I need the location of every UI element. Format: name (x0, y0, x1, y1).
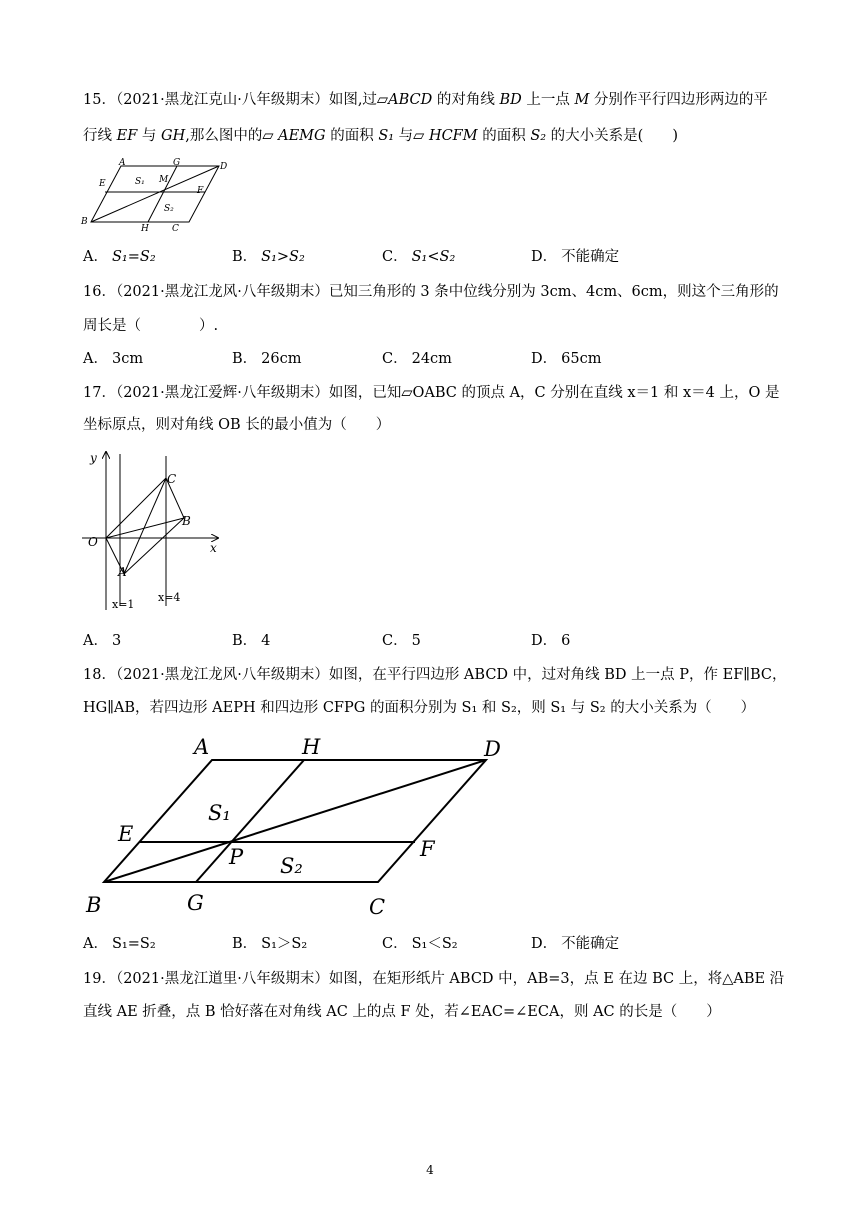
q17-option-d[interactable] (531, 631, 570, 651)
q17-label-x: x (210, 541, 217, 555)
q18-label-s1: S₁ (208, 801, 231, 825)
q15-text: 分别作平行四边形两边的平 (593, 92, 768, 108)
option-text: S₁<S₂ (411, 249, 456, 265)
q18-option-d[interactable] (531, 934, 619, 954)
q17-option-c[interactable] (382, 631, 421, 651)
q15-text: S₂ (530, 128, 547, 144)
q17-label-a: A (118, 565, 127, 579)
q17-label-x-eq-1: x=1 (112, 598, 135, 611)
q15-label-h: H (141, 224, 149, 232)
option-text: 不能确定 (561, 249, 620, 265)
q15-option-b[interactable] (232, 247, 305, 267)
q18-stem-line2: HG∥AB，若四边形 AEPH 和四边形 CFPG 的面积分别为 S₁ 和 S₂，则 S₁ 与 S₂ 的大小关系为（ ） (83, 700, 756, 716)
q18-label-s2: S₂ (280, 854, 303, 878)
option-label: A． (83, 936, 108, 952)
q18-label-d: D (484, 737, 501, 761)
q15-text: 上一点 (526, 92, 570, 108)
q15-text: M (574, 92, 590, 108)
q15-text: S₁ (378, 128, 395, 144)
q15-label-m: M (159, 175, 169, 185)
option-label: D． (531, 936, 558, 952)
q15-option-c[interactable] (382, 247, 455, 267)
q15-label-c: C (172, 224, 179, 232)
q15-label-s1: S₁ (135, 177, 145, 187)
q17-label-o: O (88, 535, 98, 549)
option-label: A． (83, 351, 108, 367)
q19-stem-line1: 19．（2021·黑龙江道里·八年级期末）如图，在矩形纸片 ABCD 中，AB=3，点 E 在边 BC 上，将△ABE 沿 (83, 971, 785, 987)
option-text: 不能确定 (561, 936, 620, 952)
q15-text: 15．（2021·黑龙江克山·八年级期末）如图,过▱ (83, 92, 389, 108)
option-label: A． (83, 249, 108, 265)
q15-text: BD (499, 92, 522, 108)
q18-label-p: P (229, 845, 244, 869)
q15-text: 的大小关系是( ) (550, 128, 678, 144)
q17-stem-line1: 17．（2021·黑龙江爱辉·八年级期末）如图，已知▱OABC 的顶点 A，C 分别在直线 x＝1 和 x＝4 上，O 是 (83, 385, 780, 401)
option-text: 3cm (111, 351, 144, 367)
option-text: S₁＜S₂ (411, 936, 458, 952)
q15-figure (78, 156, 228, 232)
q18-option-b[interactable] (232, 934, 307, 954)
option-label: B． (232, 249, 258, 265)
option-text: 5 (411, 633, 421, 649)
q17-label-c: C (167, 472, 177, 486)
q18-label-b: B (86, 893, 102, 917)
option-text: 4 (261, 633, 271, 649)
q17-label-x-eq-4: x=4 (158, 591, 181, 604)
q18-label-a: A (194, 735, 210, 759)
q18-option-c[interactable] (382, 934, 458, 954)
option-text: S₁=S₂ (111, 249, 156, 265)
q18-label-e: E (118, 822, 134, 846)
q16-option-b[interactable] (232, 349, 301, 369)
q18-label-c: C (369, 895, 386, 919)
option-text: 6 (561, 633, 571, 649)
option-text: S₁>S₂ (261, 249, 305, 265)
q15-text: ,那么图中的▱ (185, 128, 274, 144)
q18-figure (84, 730, 514, 920)
option-text: 24cm (411, 351, 452, 367)
page-number: 4 (426, 1163, 434, 1177)
q18-option-a[interactable] (83, 934, 156, 954)
q15-text: 的面积 (482, 128, 526, 144)
option-text: S₁＞S₂ (261, 936, 308, 952)
q18-label-g: G (187, 891, 204, 915)
q17-option-a[interactable] (83, 631, 121, 651)
q17-stem-line2: 坐标原点，则对角线 OB 长的最小值为（ ） (83, 417, 391, 433)
q15-text: AEMG (278, 128, 326, 144)
q15-label-e: E (99, 179, 106, 189)
q16-option-c[interactable] (382, 349, 452, 369)
option-label: B． (232, 633, 258, 649)
q15-label-d: D (220, 162, 228, 172)
q17-label-b: B (182, 514, 191, 528)
q15-stem-line2 (83, 126, 678, 146)
option-label: A． (83, 633, 108, 649)
option-label: C． (382, 249, 408, 265)
q17-diagonal-ob (106, 518, 184, 538)
q16-stem-line2: 周长是（ ）. (83, 318, 219, 334)
option-label: D． (531, 351, 558, 367)
option-text: 65cm (561, 351, 602, 367)
q15-option-d[interactable] (531, 247, 619, 267)
q17-option-b[interactable] (232, 631, 270, 651)
option-label: C． (382, 351, 408, 367)
option-label: D． (531, 633, 558, 649)
q16-stem-line1: 16．（2021·黑龙江龙风·八年级期末）已知三角形的 3 条中位线分别为 3cm、4cm、6cm，则这个三角形的 (83, 284, 779, 300)
option-label: B． (232, 936, 258, 952)
q15-text: 行线 (83, 128, 112, 144)
q15-text: ABCD (388, 92, 433, 108)
q15-text: 与▱ (398, 128, 425, 144)
q15-text: HCFM (428, 128, 478, 144)
q16-option-a[interactable] (83, 349, 143, 369)
q16-option-d[interactable] (531, 349, 601, 369)
option-label: B． (232, 351, 258, 367)
option-text: 3 (111, 633, 122, 649)
q17-label-y: y (90, 451, 97, 465)
q17-diagonal-ac (124, 478, 166, 574)
q15-text: 与 (141, 128, 157, 144)
q18-stem-line1: 18．（2021·黑龙江龙风·八年级期末）如图，在平行四边形 ABCD 中，过对角线 BD 上一点 P，作 EF∥BC， (83, 667, 787, 683)
q15-stem-line1 (83, 90, 768, 110)
option-label: D． (531, 249, 558, 265)
q15-label-g: G (173, 158, 181, 168)
option-label: C． (382, 936, 408, 952)
q17-figure (80, 448, 225, 613)
q15-text: EF (116, 128, 138, 144)
option-label: C． (382, 633, 408, 649)
q18-label-h: H (302, 735, 321, 759)
q15-text: GH (160, 128, 186, 144)
q15-label-f: F (197, 186, 204, 196)
q15-label-a: A (119, 158, 126, 168)
option-text: S₁=S₂ (111, 936, 156, 952)
q15-label-b: B (81, 217, 88, 227)
q15-label-s2: S₂ (164, 204, 174, 214)
q18-label-f: F (420, 837, 435, 861)
q19-stem-line2: 直线 AE 折叠，点 B 恰好落在对角线 AC 上的点 F 处，若∠EAC=∠ECA，则 AC 的长是（ ） (83, 1004, 721, 1020)
q15-text: 的面积 (330, 128, 374, 144)
option-text: 26cm (261, 351, 302, 367)
q15-option-a[interactable] (83, 247, 156, 267)
q15-text: 的对角线 (436, 92, 495, 108)
